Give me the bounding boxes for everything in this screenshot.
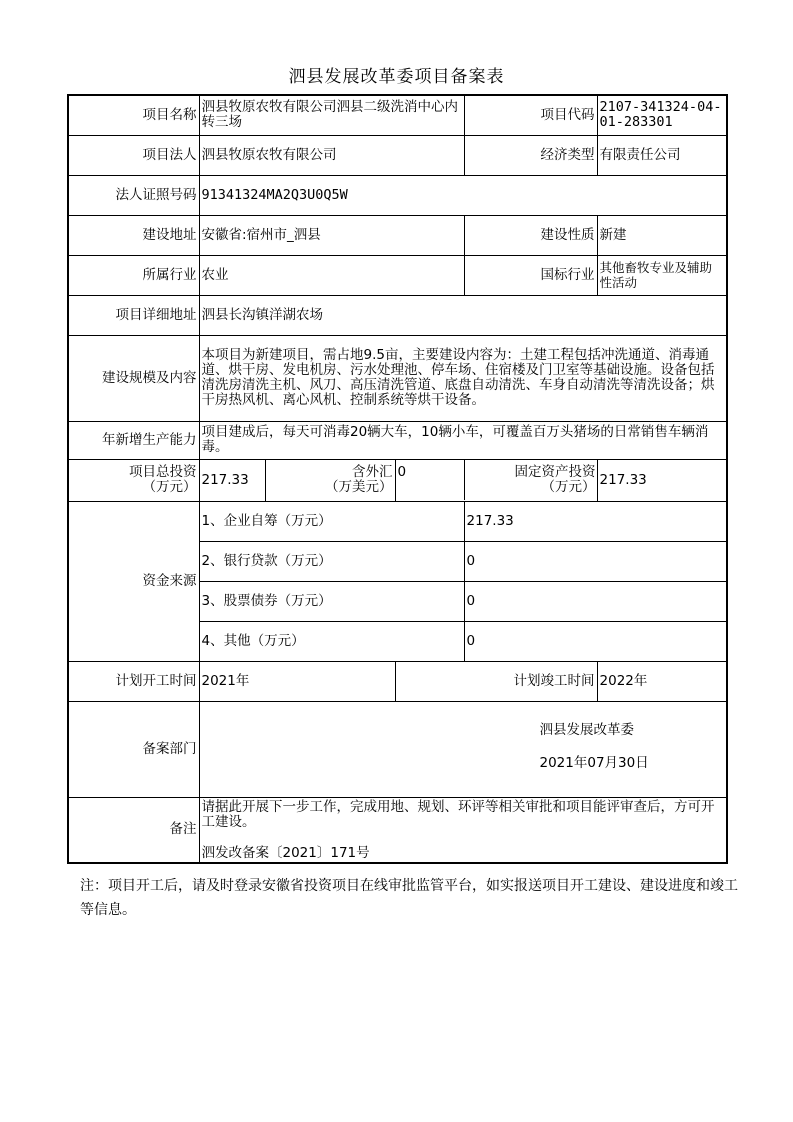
scale-label: 建设规模及内容	[68, 335, 199, 421]
funding-item-label: 4、其他（万元）	[199, 621, 464, 661]
row-location	[68, 215, 727, 255]
remarks-text: 请据此开展下一步工作，完成用地、规划、环评等相关审批和项目能评审查后，方可开工建设。	[201, 798, 715, 830]
row-project-name	[68, 95, 727, 135]
row-industry	[68, 255, 727, 295]
department-date: 2021年07月30日	[539, 754, 649, 771]
row-schedule	[68, 661, 727, 701]
end-time-label: 计划竣工时间	[395, 661, 597, 701]
end-time-value: 2022年	[597, 661, 727, 701]
cert-no-value: 91341324MA2Q3U0Q5W	[199, 175, 727, 215]
cert-no-label: 法人证照号码	[68, 175, 199, 215]
total-investment-label	[68, 459, 199, 501]
funding-item-value: 217.33	[464, 501, 727, 541]
funding-item-value: 0	[464, 621, 727, 661]
industry-label: 所属行业	[68, 255, 199, 295]
funding-item-label: 1、企业自筹（万元）	[199, 501, 464, 541]
row-department	[68, 701, 727, 797]
fixed-assets-value: 217.33	[597, 459, 727, 501]
row-detail-address	[68, 295, 727, 335]
detail-address-label: 项目详细地址	[68, 295, 199, 335]
fixed-assets-label	[465, 460, 598, 500]
department-name: 泗县发展改革委	[539, 721, 634, 738]
department-cell	[199, 701, 727, 797]
foreign-label	[265, 459, 395, 501]
fixed-assets-label-line2: （万元）	[541, 479, 596, 495]
project-code-value: 2107-341324-04-01-283301	[597, 95, 727, 135]
row-legal-person	[68, 135, 727, 175]
row-cert-no	[68, 175, 727, 215]
page-title: 泗县发展改革委项目备案表	[288, 67, 505, 87]
filing-form-table	[67, 94, 728, 864]
economic-type-label: 经济类型	[464, 135, 597, 175]
funding-label: 资金来源	[68, 501, 199, 661]
total-investment-label-line1: 项目总投资	[129, 464, 197, 480]
foreign-label-line1: 含外汇	[352, 464, 393, 480]
foreign-value: 0	[396, 460, 465, 500]
department-label: 备案部门	[68, 701, 199, 797]
funding-item-label: 2、银行贷款（万元）	[199, 541, 464, 581]
row-capacity	[68, 421, 727, 459]
legal-person-value: 泗县牧原农牧有限公司	[199, 135, 464, 175]
remarks-label: 备注	[68, 797, 199, 863]
location-label: 建设地址	[68, 215, 199, 255]
detail-address-value: 泗县长沟镇洋湖农场	[199, 295, 727, 335]
total-investment-value: 217.33	[199, 459, 265, 501]
nature-value: 新建	[597, 215, 727, 255]
row-remarks	[68, 797, 727, 863]
fixed-assets-label-line1: 固定资产投资	[514, 464, 596, 480]
industry-value: 农业	[199, 255, 464, 295]
funding-item-value: 0	[464, 581, 727, 621]
investment-subtable	[396, 460, 598, 500]
capacity-value: 项目建成后，每天可消毒20辆大车，10辆小车，可覆盖百万头猪场的日常销售车辆消毒。	[199, 421, 727, 459]
footnote: 注：项目开工后，请及时登录安徽省投资项目在线审批监管平台，如实报送项目开工建设、建设进度和竣工等信息。	[80, 878, 738, 918]
scale-value: 本项目为新建项目，需占地9.5亩，主要建设内容为：土建工程包括冲洗通道、消毒通道、烘干房、发电机房、污水处理池、停车场、住宿楼及门卫室等基础设施。设备包括清洗房清洗主机、风刀、高压清洗管道、底盘自动清洗、车身自动清洗等清洗设备；烘干房热风机、离心风机、控制系统等烘干设备。	[199, 335, 727, 421]
row-scale	[68, 335, 727, 421]
remarks-doc-no: 泗发改备案〔2021〕171号	[201, 844, 370, 861]
start-time-label: 计划开工时间	[68, 661, 199, 701]
row-investment	[68, 459, 727, 501]
project-code-label: 项目代码	[464, 95, 597, 135]
remarks-cell	[199, 797, 727, 863]
start-time-value: 2021年	[199, 661, 395, 701]
legal-person-label: 项目法人	[68, 135, 199, 175]
funding-item-label: 3、股票债券（万元）	[199, 581, 464, 621]
national-industry-label: 国标行业	[464, 255, 597, 295]
economic-type-value: 有限责任公司	[597, 135, 727, 175]
project-name-label: 项目名称	[68, 95, 199, 135]
row-funding-1	[68, 501, 727, 541]
foreign-label-line2: （万美元）	[325, 479, 393, 495]
total-investment-label-line2: （万元）	[142, 479, 197, 495]
foreign-and-fixed-cell	[395, 459, 597, 501]
national-industry-value: 其他畜牧专业及辅助性活动	[597, 255, 727, 295]
nature-label: 建设性质	[464, 215, 597, 255]
funding-item-value: 0	[464, 541, 727, 581]
location-value: 安徽省:宿州市_泗县	[199, 215, 464, 255]
capacity-label: 年新增生产能力	[68, 421, 199, 459]
project-name-value: 泗县牧原农牧有限公司泗县二级洗消中心内转三场	[199, 95, 464, 135]
